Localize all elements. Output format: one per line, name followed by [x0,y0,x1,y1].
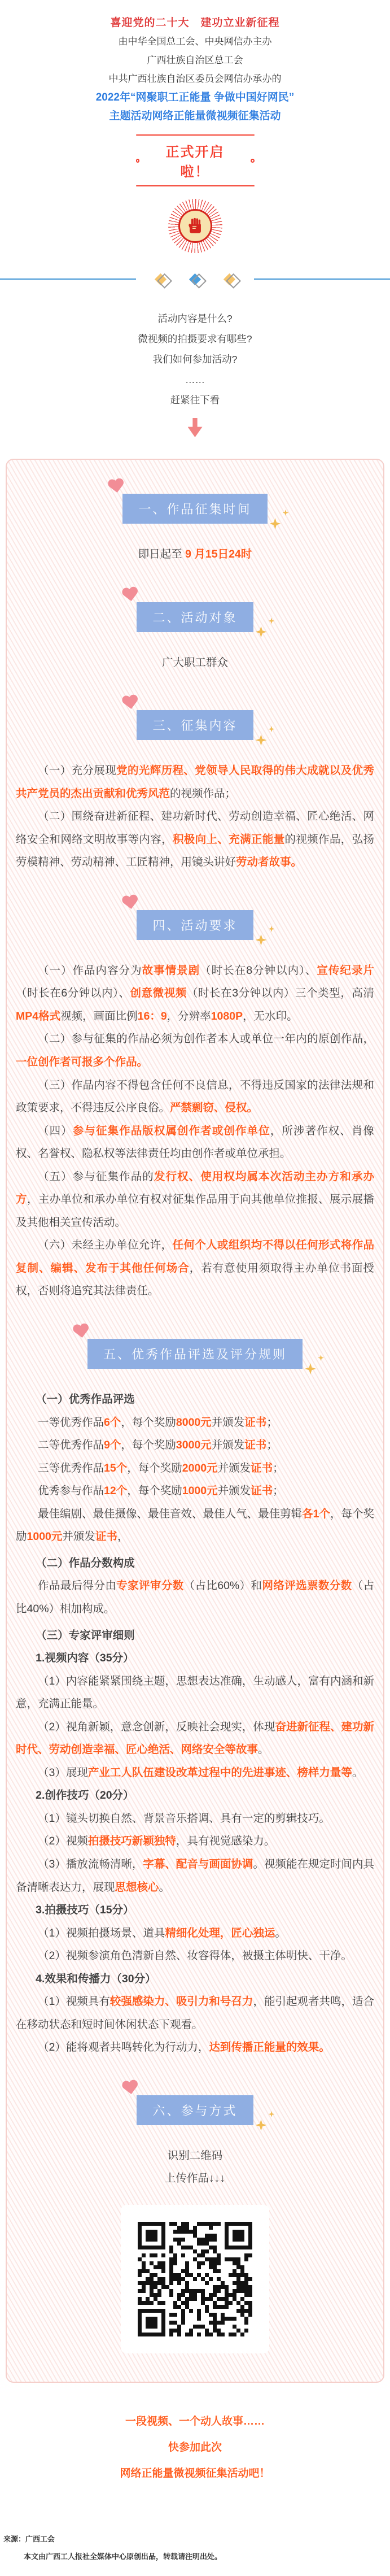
card-paragraph: 1.视频内容（35分） [36,1652,134,1665]
intro-question: 微视频的拍摄要求有哪些? [138,333,252,345]
section-ribbon [137,710,253,740]
card-paragraph: 上传作品↓↓↓ [164,2172,226,2185]
card-paragraph: （2）视角新颖，意念创新，反映社会现实，体现奋进新征程、建功新时代、劳动创造幸福、匠心绝活、网络安全等故事。 [16,1720,374,1756]
card-sections [16,494,374,2353]
section-title: 六、参与方式 [137,2095,253,2125]
heart-icon [121,586,140,603]
dot-icon [136,159,140,163]
card-paragraph: 一等优秀作品6个，每个奖励8000元并颁发证书； [38,1416,278,1429]
card-paragraph: 作品最后得分由专家评审分数（占比60%）和网络评选票数分数（占比40%）相加构成。 [16,1579,374,1615]
card-paragraph: 优秀参与作品12个，每个奖励1000元并颁发证书； [38,1485,284,1498]
section-ribbon [137,910,253,940]
card-paragraph: （六）未经主办单位允许，任何个人或组织均不得以任何形式将作品复制、编辑、发布于其他任何场合，若有意使用须取得主办单位书面授权，否则将追究其法律责任。 [16,1239,374,1298]
outro-line: 一段视频、一个动人故事…… [125,2415,265,2427]
sparkle-icon [305,1363,316,1374]
intro-questions [0,308,390,410]
dot-icon [251,159,255,163]
card-paragraph: （一）优秀作品评选 [36,1393,135,1406]
card-section [16,1339,374,2059]
card-paragraph: （一）作品内容分为故事情景剧（时长在8分钟以内）、宣传纪录片（时长在6分钟以内）、创意微视频（时长在3分钟以内）三个类型，高清MP4格式视频，画面比例16：9，分辨率1080P，无水印。 [16,964,374,1022]
qr-code [121,2205,269,2353]
intro-cta: 赶紧往下看 [170,394,220,406]
outro-line: 网络正能量微视频征集活动吧！ [120,2467,270,2479]
card-paragraph: （三）专家评审细则 [36,1629,135,1642]
card-paragraph: 三等优秀作品15个，每个奖励2000元并颁发证书； [38,1461,284,1474]
section-ribbon [87,1339,303,1369]
activity-detail-card [6,459,384,2383]
section-title: 四、活动要求 [137,910,253,940]
sparkle-icon [256,934,267,946]
card-paragraph: （2）视频参演角色清新自然、妆容得体，被摄主体明快、干净。 [38,1950,352,1963]
fist-icon [178,209,212,243]
card-paragraph: （2）视频拍摄技巧新颖独特，具有视觉感染力。 [38,1835,275,1848]
sparkle-icon [256,734,267,746]
sparkle-icon [270,518,281,529]
card-paragraph: 最佳编剧、最佳摄像、最佳音效、最佳人气、最佳剪辑各1个，每个奖励1000元并颁发证书， [16,1507,374,1543]
card-section [16,910,374,1303]
header-slogan: 喜迎党的二十大 建功立业新征程 [110,17,280,29]
diamond-icon [155,273,166,285]
diamond-icon [224,273,235,285]
heart-icon [121,2079,140,2096]
card-paragraph: 广大职工群众 [161,656,228,669]
outro-line: 快参加此次 [168,2441,222,2453]
article-footer [3,2534,390,2561]
heart-icon [72,1323,90,1340]
diamond-divider [0,272,390,286]
outro-lines [0,2413,390,2482]
section-title: 一、作品征集时间 [122,494,267,524]
card-paragraph: （二）作品分数构成 [36,1556,135,1569]
divider-line-right [254,279,390,280]
sparkle-icon [269,726,275,732]
kickoff-banner [136,134,255,186]
card-paragraph: 二等优秀作品9个，每个奖励3000元并颁发证书； [38,1439,278,1452]
sparkle-icon [318,1355,324,1361]
divider-rule-bottom [136,185,255,186]
card-paragraph: 识别二维码 [167,2149,223,2162]
card-paragraph: （3）播放流畅清晰，字幕、配音与画面协调。视频能在规定时间内具备清晰表达力，展现思想核心。 [16,1857,374,1894]
header-activity-name-1: 2022年“网聚职工正能量 争做中国好网民” [95,92,295,103]
section-ribbon [137,602,253,632]
sparkle-icon [269,618,275,624]
card-section [16,494,374,566]
card-paragraph: （1）内容能紧紧围绕主题，思想表达准确，生动感人，富有内涵和新意，充满正能量。 [16,1674,374,1711]
heart-icon [107,478,126,495]
kickoff-text: 正式开启啦！ [165,145,225,180]
card-paragraph: 4.效果和传播力（30分） [36,1972,156,1985]
sparkle-icon [269,2111,275,2117]
heart-icon [121,894,140,911]
sparkle-icon [256,626,267,638]
card-paragraph: （二）围绕奋进新征程、建功新时代、劳动创造幸福、匠心绝活、网络安全和网络文明故事等内容，积极向上、充满正能量的视频作品，弘扬劳模精神、劳动精神、工匠精神，用镜头讲好劳动者故事。 [16,810,374,869]
sparkle-icon [283,510,289,516]
article-header [0,0,390,125]
header-organizer-2: 广西壮族自治区总工会 [147,55,243,66]
card-paragraph: （1）镜头切换自然、背景音乐搭调、具有一定的剪辑技巧。 [38,1812,330,1825]
down-arrow-icon [188,418,203,437]
card-paragraph: 2.创作技巧（20分） [36,1789,134,1802]
sparkle-icon [269,926,275,932]
card-paragraph: （1）视频具有较强感染力、吸引力和号召力，能引起观者共鸣，适合在移动状态和短时间休闲状态下观看。 [16,1995,374,2031]
card-paragraph: （3）展现产业工人队伍建设改革过程中的先进事迹、榜样力量等。 [38,1766,363,1779]
card-section [16,710,374,874]
card-paragraph: （五）参与征集作品的发行权、使用权均属本次活动主办方和承办方，主办单位和承办单位有权对征集作品用于向其他单位推报、展示展播及其他相关宣传活动。 [16,1170,374,1229]
section-ribbon [137,2095,253,2125]
card-section [16,2095,374,2353]
heart-icon [121,694,140,711]
card-paragraph: （四）参与征集作品版权属创作者或创作单位，所涉著作权、肖像权、名誉权、隐私权等法律责任均由创作者或单位承担。 [16,1124,374,1160]
card-paragraph: 即日起至 9 月15日24时 [138,548,252,560]
source-label: 来源：广西工会 [3,2534,55,2543]
divider-line-left [0,279,136,280]
header-activity-name-2: 主题活动网络正能量微视频征集活动 [109,110,281,122]
intro-question: 我们如何参加活动? [152,354,238,365]
card-paragraph: （一）充分展现党的光辉历程、党领导人民取得的伟大成就以及优秀共产党员的杰出贡献和优秀风范的视频作品； [16,764,374,800]
card-paragraph: （二）参与征集的作品必须为创作者本人或单位一年内的原创作品，一位创作者可报多个作品。 [16,1033,374,1069]
card-paragraph: （三）作品内容不得包含任何不良信息，不得违反国家的法律法规和政策要求，不得违反公序良俗。严禁剽窃、侵权。 [16,1078,374,1115]
diamond-icon [189,273,201,285]
header-organizer-1: 由中华全国总工会、中央网信办主办 [118,36,272,47]
section-ribbon [122,494,267,524]
intro-ellipsis: …… [185,374,205,385]
section-title: 五、优秀作品评选及评分规则 [87,1339,303,1369]
card-paragraph: （1）视频拍摄场景、道具精细化处理，匠心独运。 [38,1926,286,1939]
intro-question: 活动内容是什么? [157,313,233,324]
card-paragraph: 3.拍摄技巧（15分） [36,1904,134,1917]
sparkle-icon [256,2120,267,2131]
card-paragraph: （2）能将观者共鸣转化为行动力，达到传播正能量的效果。 [38,2041,330,2054]
section-title: 三、征集内容 [137,710,253,740]
section-title: 二、活动对象 [137,602,253,632]
copyright-note: 本文由广西工人报社全媒体中心原创出品，转载请注明出处。 [24,2552,222,2561]
fist-emblem-icon [168,199,222,253]
card-section [16,602,374,675]
header-organizer-3: 中共广西壮族自治区委员会网信办承办的 [108,73,282,84]
